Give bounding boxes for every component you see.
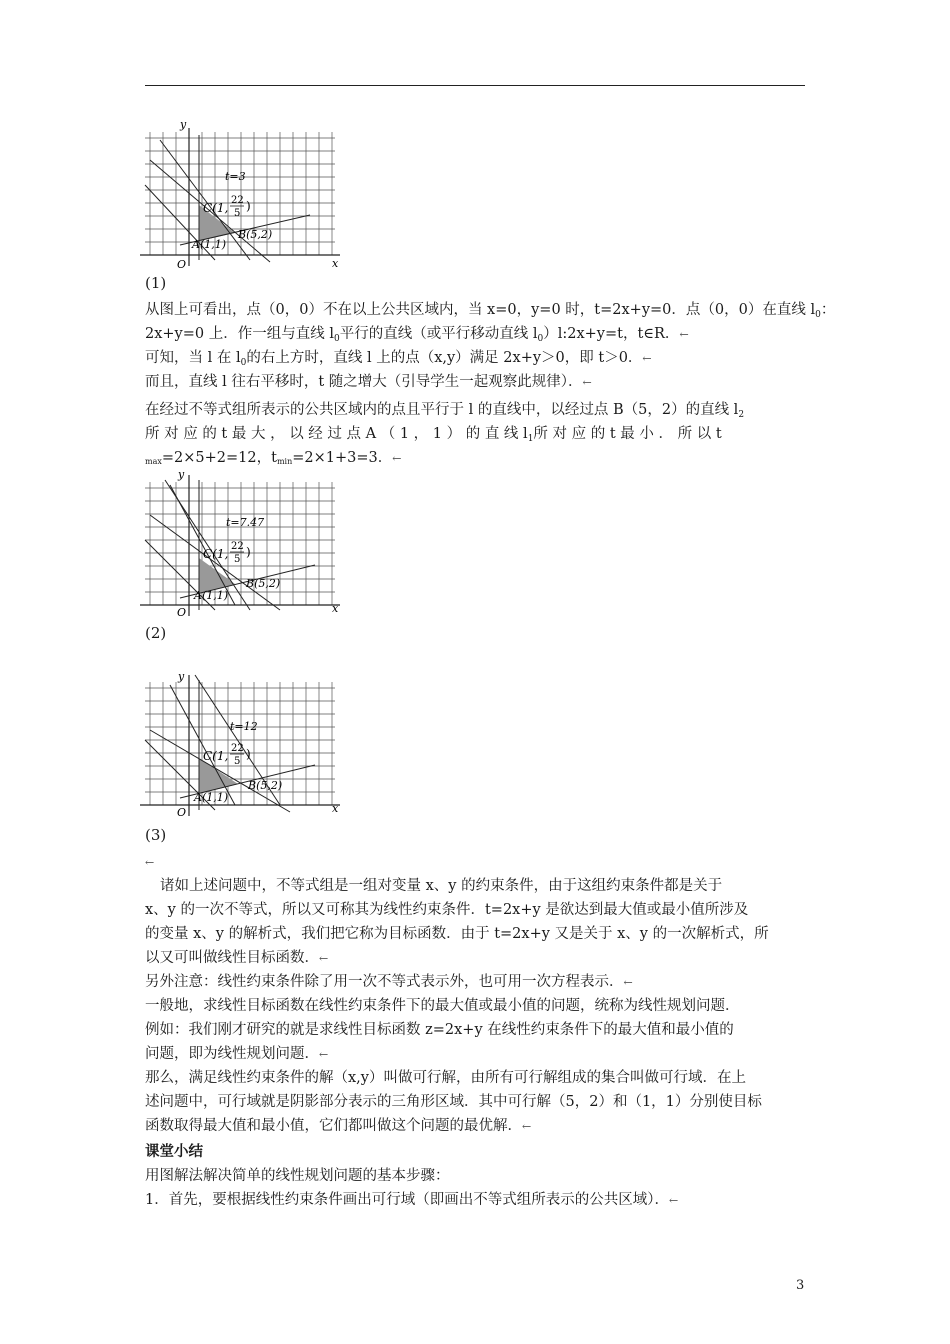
figure-3-caption: (3) xyxy=(145,826,167,844)
graph-3 xyxy=(140,670,350,820)
paragraph-9: 的变量 x、y 的解析式，我们把它称为目标函数．由于 t=2x+y 又是关于 x、y 的一次解析式，所 xyxy=(145,926,769,942)
paragraph-11: 另外注意：线性约束条件除了用一次不等式表示外，也可用一次方程表示．← xyxy=(145,974,633,990)
paragraph-4: 在经过不等式组所表示的公共区域内的点且平行于 l 的直线中，以经过点 B（5，2）的直线 $l_2$ xyxy=(145,402,745,420)
point-b-label: B(5,2) xyxy=(246,577,281,590)
y-axis-label: y xyxy=(180,120,187,131)
point-a-label: A(1,1) xyxy=(192,238,227,251)
origin-label: O xyxy=(177,606,187,619)
point-b-label: B(5,2) xyxy=(238,228,273,241)
point-a-label: A(1,1) xyxy=(194,589,229,602)
t-value-label: t=3 xyxy=(225,170,246,183)
paragraph-10: 以又可叫做线性目标函数．← xyxy=(145,950,329,966)
paragraph-16: 述问题中，可行域就是阴影部分表示的三角形区域．其中可行解（5，2）和（1，1）分别使目标 xyxy=(145,1094,762,1110)
point-c-paren: ) xyxy=(246,747,251,761)
paragraph-12: 一般地，求线性目标函数在线性约束条件下的最大值或最小值的问题，统称为线性规划问题． xyxy=(145,998,740,1014)
point-a-label: A(1,1) xyxy=(194,791,229,804)
paragraph-3: 而且，直线 l 往右平移时，t 随之增大（引导学生一起观察此规律）．← xyxy=(145,374,592,390)
paragraph-6: max=2×5+2=12，tmin=2×1+3=3．← xyxy=(145,450,402,466)
header-rule xyxy=(145,85,805,86)
point-c-label: C(1, xyxy=(203,201,229,215)
graph-1 xyxy=(140,120,350,270)
paragraph-14: 问题，即为线性规划问题．← xyxy=(145,1046,329,1062)
point-c-numerator: 22 xyxy=(231,541,244,552)
figure-1-caption: (1) xyxy=(145,274,167,292)
paragraph-1a: 从图上可看出，点（0，0）不在以上公共区域内，当 x=0，y=0 时，t=2x+y=0．点（0，0）在直线 $l_0$： xyxy=(145,302,836,320)
origin-label: O xyxy=(177,806,187,819)
y-axis-label: y xyxy=(178,670,185,683)
point-c-numerator: 22 xyxy=(231,195,244,206)
paragraph-7: 诸如上述问题中，不等式组是一组对变量 x、y 的约束条件，由于这组约束条件都是关于 xyxy=(160,878,723,894)
x-axis-label: x xyxy=(332,802,339,815)
section-heading: 课堂小结 xyxy=(145,1144,203,1160)
point-c-numerator: 22 xyxy=(231,743,244,754)
x-axis-label: x xyxy=(332,602,339,615)
figure-3 xyxy=(140,670,350,820)
graph-2 xyxy=(140,470,350,620)
figure-2 xyxy=(140,470,350,620)
paragraph-13: 例如：我们刚才研究的就是求线性目标函数 z=2x+y 在线性约束条件下的最大值和最小值的 xyxy=(145,1022,734,1038)
paragraph-1b: 2x+y=0 上．作一组与直线 $l_0$平行的直线（或平行移动直线 $l_0)l:2x+y=t$，t∈R．← xyxy=(145,326,689,344)
point-c-label: C(1, xyxy=(203,547,229,561)
y-axis-label: y xyxy=(178,470,185,481)
paragraph-8: x、y 的一次不等式，所以又可称其为线性约束条件．t=2x+y 是欲达到最大值或最小值所涉及 xyxy=(145,902,749,918)
point-c-label: C(1, xyxy=(203,749,229,763)
point-c-denominator: 5 xyxy=(234,554,241,565)
t-value-label: t=12 xyxy=(230,720,258,733)
figure-2-caption: (2) xyxy=(145,624,167,642)
paragraph-19: 1．首先，要根据线性约束条件画出可行域（即画出不等式组所表示的公共区域）．← xyxy=(145,1192,679,1208)
figure-1 xyxy=(140,120,350,270)
paragraph-17: 函数取得最大值和最小值，它们都叫做这个问题的最优解．← xyxy=(145,1118,532,1134)
x-axis-label: x xyxy=(332,257,339,270)
point-c-denominator: 5 xyxy=(234,208,241,219)
page-number: 3 xyxy=(796,1278,805,1293)
paragraph-15: 那么，满足线性约束条件的解（x,y）叫做可行解，由所有可行解组成的集合叫做可行域．在上 xyxy=(145,1070,746,1086)
blank-line-mark: ← xyxy=(145,856,155,869)
paragraph-18: 用图解法解决简单的线性规划问题的基本步骤： xyxy=(145,1168,450,1184)
origin-label: O xyxy=(177,258,187,270)
point-c-denominator: 5 xyxy=(234,756,241,767)
paragraph-5: 所 对 应 的 t 最 大 ， 以 经 过 点 A （ 1 ， 1 ） 的 直 线 $l_1$所 对 应 的 t 最 小 ． 所 以 t xyxy=(145,426,722,444)
paragraph-2: 可知，当 l 在 $l_0$的右上方时，直线 l 上的点（x,y）满足 2x+y＞0，即 t＞0．← xyxy=(145,350,652,368)
point-c-paren: ) xyxy=(246,199,251,213)
point-b-label: B(5,2) xyxy=(248,779,283,792)
point-c-paren: ) xyxy=(246,545,251,559)
t-value-label: t=7.47 xyxy=(226,516,265,529)
